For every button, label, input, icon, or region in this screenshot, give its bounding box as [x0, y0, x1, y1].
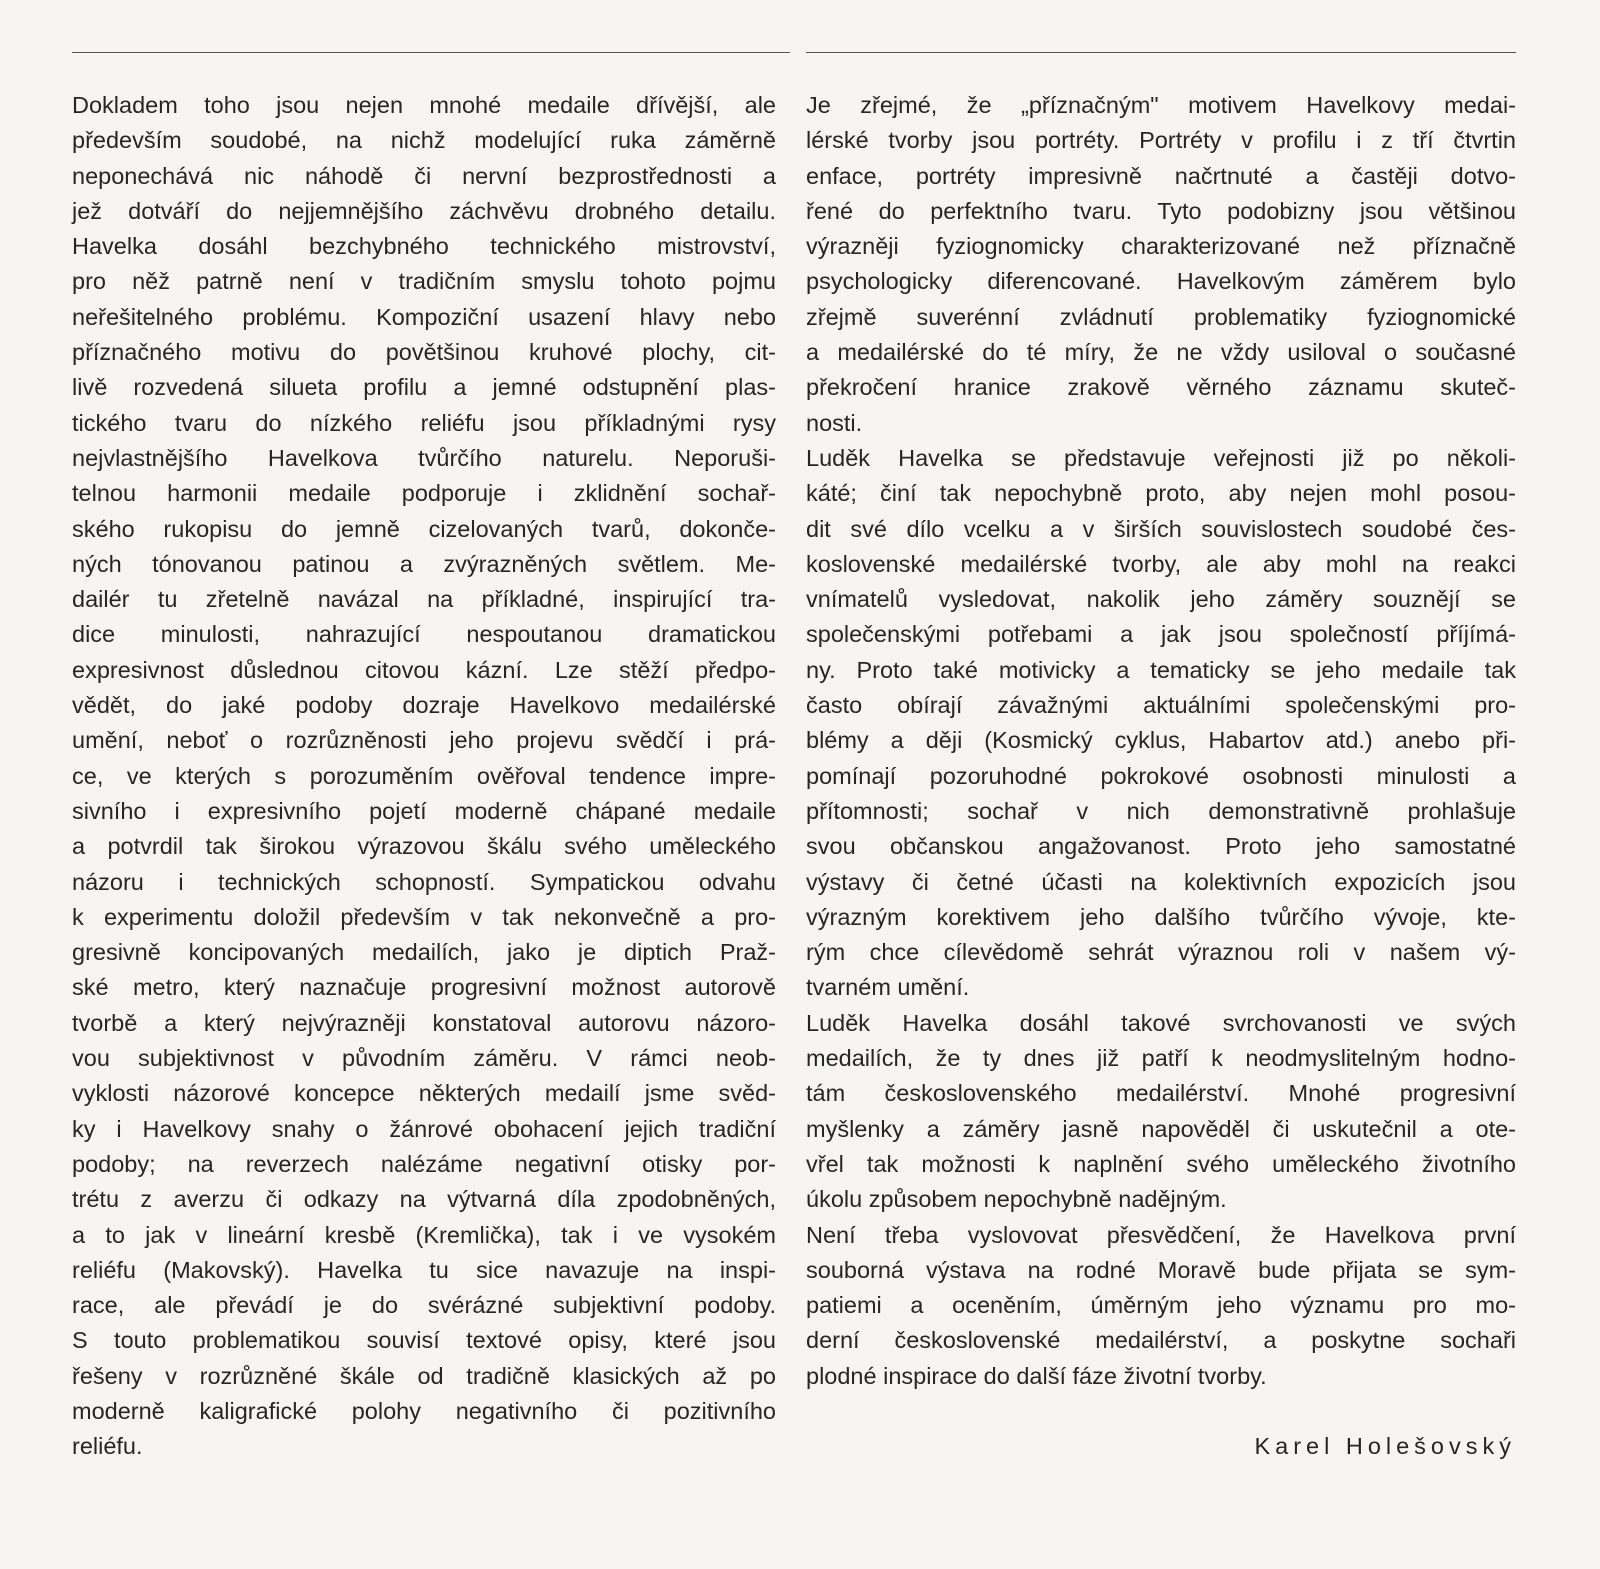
text-line: myšlenky a záměry jasně napověděl či uskutečnil a ote- — [806, 1115, 1516, 1142]
left-text-column — [72, 88, 776, 1465]
text-line: reliéfu (Makovský). Havelka tu sice navazuje na inspi- — [72, 1256, 776, 1283]
text-line: jež dotváří do nejjemnějšího záchvěvu drobného detailu. — [72, 197, 776, 224]
text-line: psychologicky diferencované. Havelkovým záměrem bylo — [806, 268, 1516, 295]
text-line: dit své dílo vcelku a v širších souvislostech soudobé čes- — [806, 515, 1516, 542]
text-line: pro něž patrně není v tradičním smyslu tohoto pojmu — [72, 268, 776, 295]
paragraph — [806, 88, 1516, 441]
text-line: dice minulosti, nahrazující nespoutanou dramatickou — [72, 621, 776, 648]
text-line: přítomnosti; sochař v nich demonstrativně prohlašuje — [806, 797, 1516, 824]
text-line: souborná výstava na rodné Moravě bude přijata se sym- — [806, 1256, 1516, 1283]
text-line: tvarném umění. — [806, 974, 970, 1001]
text-line: výrazněji fyziognomicky charakterizované než příznačně — [806, 233, 1516, 260]
text-line: nosti. — [806, 409, 863, 436]
text-line: výrazným korektivem jeho dalšího tvůrčího vývoje, kte- — [806, 903, 1516, 930]
text-line: patiemi a oceněním, úměrným jeho významu pro mo- — [806, 1292, 1516, 1319]
text-line: ského rukopisu do jemně cizelovaných tvarů, dokonče- — [72, 515, 776, 542]
text-line: často obírají závažnými aktuálními společenskými pro- — [806, 692, 1516, 719]
text-line: názoru i technických schopností. Sympatickou odvahu — [72, 868, 776, 895]
text-line: Dokladem toho jsou nejen mnohé medaile dřívější, ale — [72, 92, 776, 118]
top-rule-left — [72, 52, 790, 53]
paragraph — [806, 1006, 1516, 1218]
text-line: enface, portréty impresivně načrtnuté a častěji dotvo- — [806, 162, 1516, 189]
text-line: dailér tu zřetelně navázal na příkladné, inspirující tra- — [72, 586, 776, 613]
text-line: vnímatelů vysledovat, nakolik jeho záměry souznějí se — [806, 586, 1516, 613]
text-line: rým chce cílevědomě sehrát výraznou roli v našem vý- — [806, 939, 1516, 966]
text-line: plodné inspirace do další fáze životní tvorby. — [806, 1362, 1267, 1389]
text-line: vědět, do jaké podoby dozraje Havelkovo medailérské — [72, 692, 776, 719]
text-line: neponechává nic náhodě či nervní bezprostřednosti a — [72, 162, 776, 189]
paragraph — [72, 88, 776, 1465]
text-line: Luděk Havelka se představuje veřejnosti již po několi- — [806, 444, 1516, 471]
text-line: moderně kaligrafické polohy negativního či pozitivního — [72, 1397, 776, 1424]
text-line: expresivnost důslednou citovou kázní. Lze stěží předpo- — [72, 656, 776, 683]
text-line: tického tvaru do nízkého reliéfu jsou příkladnými rysy — [72, 409, 776, 436]
text-line: překročení hranice zrakově věrného záznamu skuteč- — [806, 374, 1516, 401]
text-line: tvorbě a který nejvýrazněji konstatoval autorovu názoro- — [72, 1009, 776, 1036]
text-line: ny. Proto také motivicky a tematicky se jeho medaile tak — [806, 656, 1516, 683]
text-line: Luděk Havelka dosáhl takové svrchovanosti ve svých — [806, 1009, 1516, 1036]
text-line: řené do perfektního tvaru. Tyto podobizny jsou většinou — [806, 197, 1516, 224]
text-line: k experimentu doložil především v tak nekonvečně a pro- — [72, 903, 776, 930]
text-line: Je zřejmé, že „příznačným" motivem Havelkovy medai- — [806, 92, 1516, 118]
text-line: vřel tak možnosti k naplnění svého uměleckého životního — [806, 1150, 1516, 1177]
text-line: a to jak v lineární kresbě (Kremlička), tak i ve vysokém — [72, 1221, 776, 1248]
text-line: káté; činí tak nepochybně proto, aby nejen mohl posou- — [806, 480, 1516, 507]
text-line: ce, ve kterých s porozuměním ověřoval tendence impre- — [72, 762, 776, 789]
text-line: ské metro, který naznačuje progresivní možnost autorově — [72, 974, 776, 1001]
text-line: lérské tvorby jsou portréty. Portréty v profilu i z tří čtvrtin — [806, 127, 1516, 154]
text-line: zřejmě suverénní zvládnutí problematiky fyziognomické — [806, 303, 1516, 330]
paragraph — [806, 441, 1516, 1006]
text-line: a potvrdil tak širokou výrazovou škálu svého uměleckého — [72, 833, 776, 860]
text-line: společenskými potřebami a jak jsou společností příjímá- — [806, 621, 1516, 648]
text-line: řešeny v rozrůzněné škále od tradičně klasických až po — [72, 1362, 776, 1389]
text-line: umění, neboť o rozrůzněnosti jeho projevu svědčí i prá- — [72, 727, 776, 754]
author-signature: Karel Holešovský — [1254, 1433, 1516, 1460]
text-line: a medailérské do té míry, že ne vždy usiloval o současné — [806, 339, 1516, 366]
text-line: S touto problematikou souvisí textové opisy, které jsou — [72, 1327, 776, 1354]
text-line: úkolu způsobem nepochybně nadějným. — [806, 1186, 1227, 1213]
text-line: především soudobé, na nichž modelující ruka záměrně — [72, 127, 776, 154]
text-line: ky i Havelkovy snahy o žánrové obohacení jejich tradiční — [72, 1115, 776, 1142]
text-line: blémy a ději (Kosmický cyklus, Habartov atd.) anebo při- — [806, 727, 1516, 754]
text-line: derní československé medailérství, a poskytne sochaři — [806, 1327, 1516, 1354]
text-line: nejvlastnějšího Havelkova tvůrčího naturelu. Neporuši- — [72, 444, 776, 471]
text-line: telnou harmonii medaile podporuje i zklidnění sochař- — [72, 480, 776, 507]
text-line: podoby; na reverzech nalézáme negativní otisky por- — [72, 1150, 776, 1177]
text-line: pomínají pozoruhodné pokrokové osobnosti minulosti a — [806, 762, 1516, 789]
text-line: reliéfu. — [72, 1433, 143, 1460]
text-line: vyklosti názorové koncepce některých medailí jsme svěd- — [72, 1080, 776, 1107]
right-text-column — [806, 88, 1516, 1465]
text-line: neřešitelného problému. Kompoziční usazení hlavy nebo — [72, 303, 776, 330]
text-line: Havelka dosáhl bezchybného technického mistrovství, — [72, 233, 776, 260]
text-line: Není třeba vyslovovat přesvědčení, že Havelkova první — [806, 1221, 1516, 1248]
text-line: race, ale převádí je do svérázné subjektivní podoby. — [72, 1292, 776, 1319]
paragraph — [806, 1218, 1516, 1394]
text-line: tám československého medailérství. Mnohé progresivní — [806, 1080, 1516, 1107]
text-line: gresivně koncipovaných medailích, jako je diptich Praž- — [72, 939, 776, 966]
text-line: medailích, že ty dnes již patří k neodmyslitelným hodno- — [806, 1045, 1516, 1072]
text-line: příznačného motivu do povětšinou kruhové plochy, cit- — [72, 339, 776, 366]
text-line: livě rozvedená silueta profilu a jemné odstupnění plas- — [72, 374, 776, 401]
text-line: sivního i expresivního pojetí moderně chápané medaile — [72, 797, 776, 824]
text-line: svou občanskou angažovanost. Proto jeho samostatné — [806, 833, 1516, 860]
text-line: koslovenské medailérské tvorby, ale aby mohl na reakci — [806, 550, 1516, 577]
text-line: vou subjektivnost v původním záměru. V rámci neob- — [72, 1045, 776, 1072]
text-line: trétu z averzu či odkazy na výtvarná díla zpodobněných, — [72, 1186, 776, 1213]
text-line: výstavy či četné účasti na kolektivních expozicích jsou — [806, 868, 1516, 895]
text-line: ných tónovanou patinou a zvýrazněných světlem. Me- — [72, 550, 776, 577]
top-rule-right — [806, 52, 1516, 53]
